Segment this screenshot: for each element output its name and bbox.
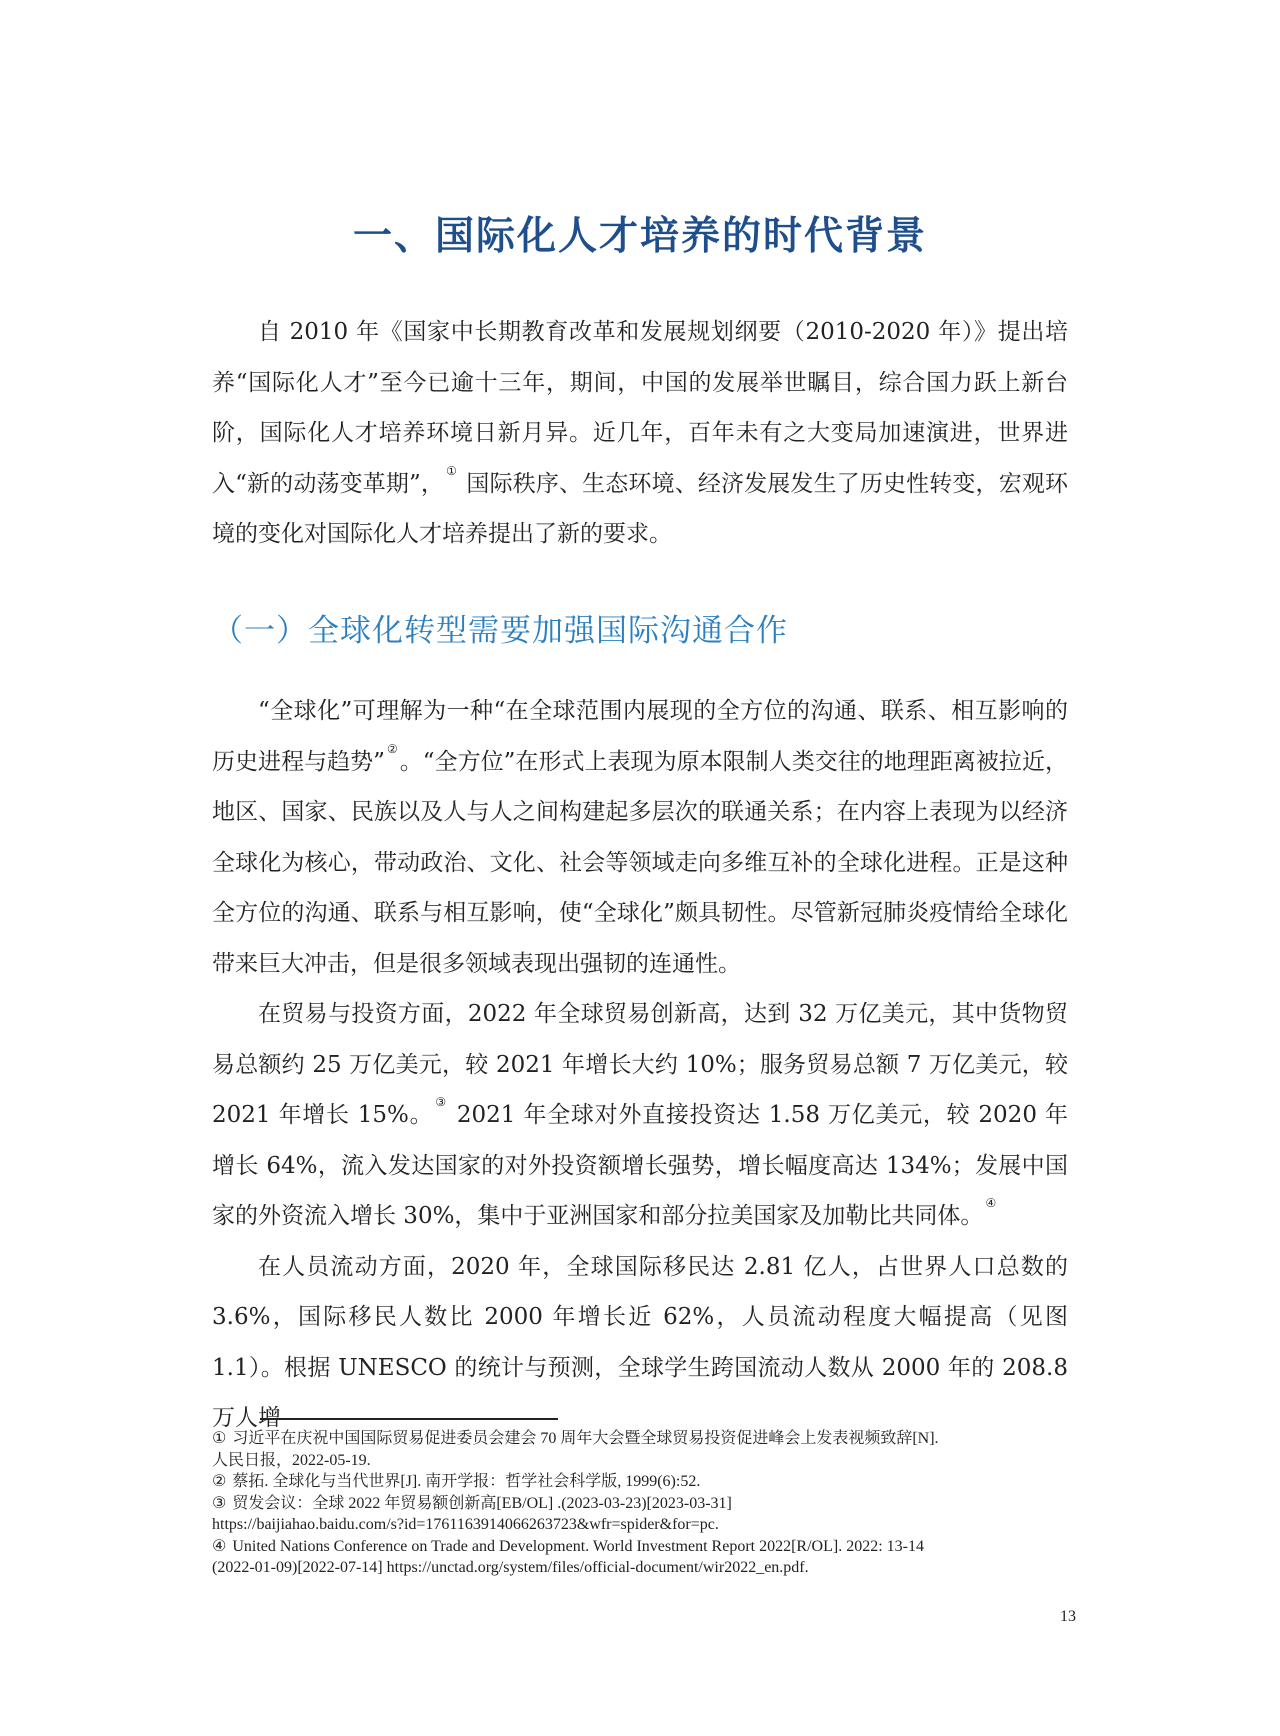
paragraph-1-text-b: 国际秩序、生态环境、经济发展发生了历史性转变，宏观环境的变化对国际化人才培养提出了新的要求。 (212, 470, 1068, 547)
intro-paragraph-block (212, 307, 1068, 560)
paragraph-1 (212, 307, 1068, 560)
footnotes (212, 1428, 1082, 1579)
paragraph-4: 在人员流动方面，2020 年，全球国际移民达 2.81 亿人，占世界人口总数的 3.6%，国际移民人数比 2000 年增长近 62%，人员流动程度大幅提高（见图 1.1）。根据 UNESCO 的统计与预测，全球学生跨国流动人数从 2000 年的 208.8 万人增 (212, 1253, 1068, 1431)
footnote-1-mark: ① (212, 1430, 227, 1447)
footnote-1 (212, 1428, 1082, 1471)
paragraph-2 (212, 686, 1068, 989)
footnote-ref-3[interactable]: ③ (435, 1095, 447, 1109)
footnote-1-line-2: 人民日报，2022-05-19. (212, 1451, 371, 1469)
paragraph-2-text-b: 。“全方位”在形式上表现为原本限制人类交往的地理距离被拉近，地区、国家、民族以及人与人之间构建起多层次的联通关系；在内容上表现为以经济全球化为核心，带动政治、文化、社会等领域走向多维互补的全球化进程。正是这种全方位的沟通、联系与相互影响，使“全球化”颇具韧性。尽管新冠肺炎疫情给全球化带来巨大冲击，但是很多领域表现出强韧的连通性。 (212, 748, 1068, 977)
footnote-ref-1[interactable]: ① (446, 463, 457, 478)
paragraph-3-text-a: 在贸易与投资方面，2022 年全球贸易创新高，达到 32 万亿美元，其中货物贸易总额约 25 万亿美元，较 2021 年增长大约 10%；服务贸易总额 7 万亿美元，较 2021 年增长 15%。 (212, 1001, 1068, 1128)
footnote-4-line-2[interactable]: (2022-01-09)[2022-07-14] https://unctad.org/system/files/official-document/wir2022_en.pdf. (212, 1559, 809, 1576)
footnote-3 (212, 1493, 1082, 1536)
footnote-3-line-1: 贸发会议：全球 2022 年贸易额创新高[EB/OL] .(2023-03-23)[2023-03-31] (232, 1494, 732, 1512)
footnote-ref-2[interactable]: ② (386, 741, 398, 756)
footnote-1-line-1: 习近平在庆祝中国国际贸易促进委员会建会 70 周年大会暨全球贸易投资促进峰会上发表视频致辞[N]. (232, 1430, 939, 1447)
paragraph-3 (212, 989, 1068, 1242)
paragraph-2-text-a: “全球化”可理解为一种“在全球范围内展现的全方位的沟通、联系、相互影响的历史进程与趋势” (212, 698, 1068, 775)
footnote-4-line-1: United Nations Conference on Trade and Development. World Investment Report 2022[R/OL]. 2022: 13-14 (232, 1537, 924, 1555)
section-title: （一）全球化转型需要加强国际沟通合作 (212, 613, 788, 649)
footnote-4-mark: ④ (212, 1537, 227, 1555)
footnote-3-mark: ③ (212, 1494, 227, 1512)
footnote-divider (260, 1418, 558, 1420)
footnote-4 (212, 1536, 1082, 1579)
paragraph-1-text-a: 自 2010 年《国家中长期教育改革和发展规划纲要（2010-2020 年）》提出培养“国际化人才”至今已逾十三年，期间，中国的发展举世瞩目，综合国力跃上新台阶，国际化人才培养环境日新月异。近几年，百年未有之大变局加速演进，世界进入“新的动荡变革期”， (212, 319, 1068, 497)
section-body-block (212, 686, 1068, 1444)
footnote-2 (212, 1471, 1082, 1493)
paragraph-3-text-b: 2021 年全球对外直接投资达 1.58 万亿美元，较 2020 年增长 64%，流入发达国家的对外投资额增长强势，增长幅度高达 134%；发展中国家的外资流入增长 30%，集中于亚洲国家和部分拉美国家及加勒比共同体。 (212, 1102, 1068, 1229)
footnote-3-url[interactable]: https://baijiahao.baidu.com/s?id=1761163914066263723&wfr=spider&for=pc. (212, 1516, 719, 1533)
page-number: 13 (1060, 1608, 1076, 1625)
footnote-ref-4[interactable]: ④ (985, 1196, 997, 1210)
footnote-2-line-1: 蔡拓. 全球化与当代世界[J]. 南开学报：哲学社会科学版, 1999(6):52. (232, 1473, 701, 1490)
footnote-2-mark: ② (212, 1473, 227, 1490)
chapter-title: 一、国际化人才培养的时代背景 (352, 214, 927, 259)
